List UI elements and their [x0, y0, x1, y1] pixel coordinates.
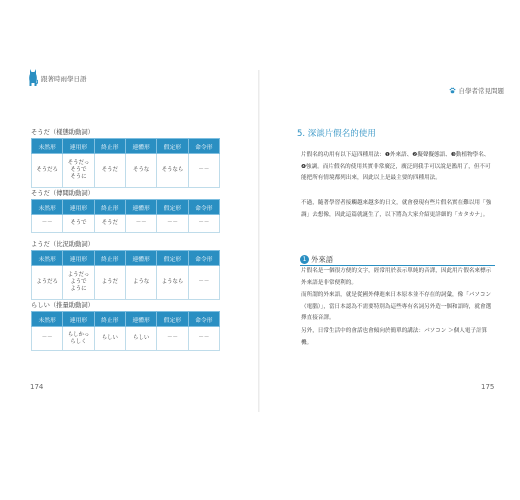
right-page-number: 175: [481, 383, 495, 391]
table-header-row: [32, 200, 220, 215]
col-header: 連用形: [63, 251, 94, 266]
book-gutter: [258, 70, 260, 412]
col-header: 假定形: [157, 139, 188, 154]
col-header: 假定形: [157, 312, 188, 327]
table-title: そうだ（樣態助動詞）: [31, 129, 94, 136]
table-cell: －－: [188, 215, 219, 233]
conjugation-table: [31, 311, 220, 351]
col-header: 連用形: [63, 200, 94, 215]
table-cell: らしい: [125, 327, 156, 351]
table-cell: そうなら: [157, 154, 188, 188]
col-header: 命令形: [188, 139, 219, 154]
table-cell: ようだ: [94, 266, 125, 300]
table-header-row: [32, 139, 220, 154]
col-header: 命令形: [188, 200, 219, 215]
col-header: 假定形: [157, 200, 188, 215]
conjugation-table: [31, 138, 220, 188]
table-row: [32, 327, 220, 351]
table-cell: そうで: [63, 215, 94, 233]
right-header-title: 自學者常見問題: [458, 87, 504, 95]
section-title: 5. 深談片假名的使用: [297, 129, 376, 139]
table-cell: そうだ: [94, 154, 125, 188]
table-cell: －－: [188, 154, 219, 188]
col-header: 連用形: [63, 312, 94, 327]
table-header-row: [32, 312, 220, 327]
body-paragraph: 不過，隨著學習者接觸越來越多的日文，就會發現有些片假名實在難以用「強調」去想像，因此這篇就誕生了，以下將為大家介紹更詳細的「カタカナ」。: [301, 200, 492, 218]
col-header: 未然形: [32, 200, 63, 215]
table-title: らしい（推量助動詞）: [31, 302, 94, 309]
table-cell: －－: [188, 327, 219, 351]
table-cell: ようだっ ようで ように: [63, 266, 94, 300]
left-page-number: 174: [30, 383, 44, 391]
col-header: 未然形: [32, 251, 63, 266]
table-row: [32, 154, 220, 188]
right-page: [262, 64, 512, 418]
col-header: 連體形: [125, 312, 156, 327]
conjugation-table: [31, 250, 220, 300]
col-header: 命令形: [188, 251, 219, 266]
col-header: 終止形: [94, 139, 125, 154]
col-header: 未然形: [32, 139, 63, 154]
table-cell: －－: [125, 215, 156, 233]
col-header: 連用形: [63, 139, 94, 154]
table-cell: －－: [157, 215, 188, 233]
table-cell: らしかっ らしく: [63, 327, 94, 351]
left-header-title: 跟著時雨學日語: [41, 74, 87, 83]
table-cell: そうだろ: [32, 154, 63, 188]
table-header-row: [32, 251, 220, 266]
left-running-header: [28, 68, 87, 88]
conjugation-table: [31, 199, 220, 233]
col-header: 終止形: [94, 251, 125, 266]
table-title: ようだ（比況助動詞）: [31, 241, 94, 248]
table-cell: －－: [188, 266, 219, 300]
table-cell: ようだろ: [32, 266, 63, 300]
body-paragraph: 片假名的功用有以下這四種用法：❶外來語、❷擬聲擬態語、❸動植物學名、❹強調。而片假名的使用其實非常廣泛，廣泛到我手可以說是濫用了，但不可能把所有情境都列出來，因此以上是最主要的四種用法。: [301, 152, 491, 182]
table-cell: －－: [157, 327, 188, 351]
body-paragraph: 而所謂的外來語，就是從國外傳進來日本原本並不存在的詞彙，像「パソコン（電腦）」，當日本認為不需要特別為這些專有名詞另外造一個和語時，就會選擇直接音譯。: [301, 292, 492, 322]
table-cell: －－: [32, 215, 63, 233]
col-header: 假定形: [157, 251, 188, 266]
paw-icon: [449, 87, 456, 94]
table-cell: そうだ: [94, 215, 125, 233]
col-header: 連體形: [125, 139, 156, 154]
col-header: 未然形: [32, 312, 63, 327]
subsection-title: 外來語: [311, 255, 334, 264]
body-paragraph: 片假名是一個很方便的文字，經常用於表示單純的音譯，因此用片假名來標示外來語是非常便利的。: [301, 268, 492, 286]
subsection-heading: [300, 254, 333, 265]
col-header: 終止形: [94, 200, 125, 215]
table-title: そうだ（傳聞助動詞）: [31, 190, 94, 197]
table-cell: ようなら: [157, 266, 188, 300]
col-header: 終止形: [94, 312, 125, 327]
body-paragraph: 另外，日常生活中的會話也會傾向於簡單的講法：パソコン ＞個人電子計算機。: [301, 328, 488, 346]
number-badge: 1: [300, 255, 309, 264]
table-row: [32, 266, 220, 300]
table-cell: そうだっ そうで そうに: [63, 154, 94, 188]
col-header: 連體形: [125, 200, 156, 215]
col-header: 連體形: [125, 251, 156, 266]
table-cell: らしい: [94, 327, 125, 351]
cat-silhouette-icon: [28, 68, 38, 88]
table-cell: －－: [32, 327, 63, 351]
table-cell: そうな: [125, 154, 156, 188]
right-running-header: [449, 86, 505, 95]
table-row: [32, 215, 220, 233]
col-header: 命令形: [188, 312, 219, 327]
table-cell: ような: [125, 266, 156, 300]
